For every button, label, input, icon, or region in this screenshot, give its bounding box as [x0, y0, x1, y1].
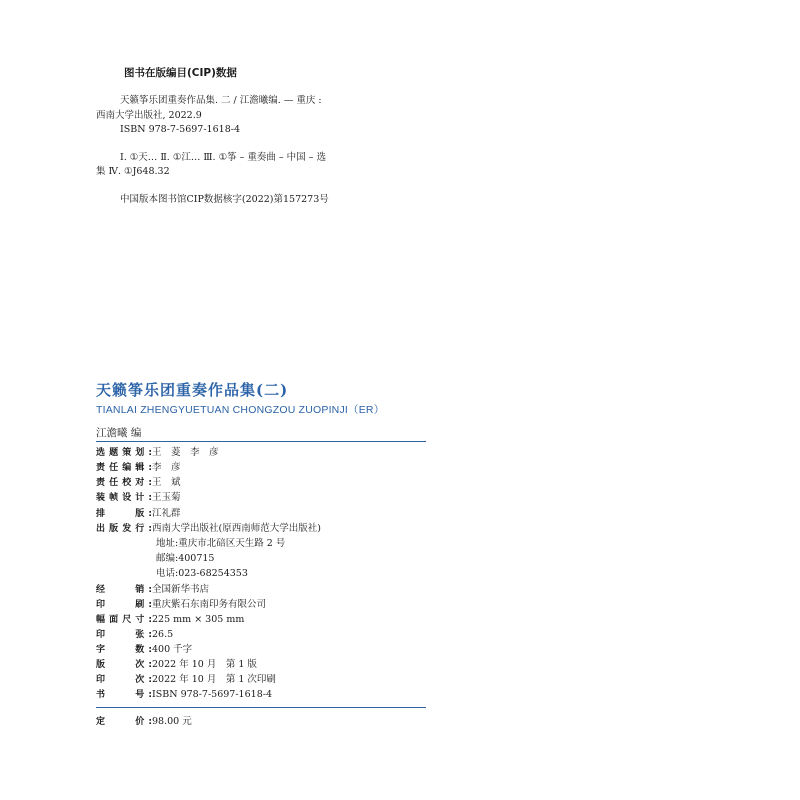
credit-label: 选题策划:	[96, 448, 152, 458]
detail-label: 字 数:	[96, 645, 152, 655]
detail-row-distributor	[96, 583, 209, 597]
divider-bottom	[96, 707, 426, 708]
credit-value: 王 菱 李 彦	[152, 447, 219, 458]
divider-top	[96, 441, 426, 442]
detail-value: ISBN 978-7-5697-1618-4	[152, 689, 272, 700]
credit-label: 责任编辑:	[96, 463, 152, 473]
credit-row-design	[96, 491, 181, 505]
cip-classification-line: Ⅰ. ①天… Ⅱ. ①江… Ⅲ. ①筝 – 重奏曲 – 中国 – 选	[120, 152, 326, 163]
price-row	[96, 715, 192, 729]
cip-publisher-line: 西南大学出版社, 2022.9	[96, 110, 202, 121]
detail-label: 印 次:	[96, 675, 152, 685]
publisher-phone: 电话:023-68254353	[156, 568, 248, 579]
detail-row-sheets	[96, 628, 173, 642]
credit-label: 出版发行:	[96, 524, 152, 534]
detail-row-printer	[96, 598, 266, 612]
credit-value: 江礼群	[152, 508, 181, 519]
detail-value: 2022 年 10 月 第 1 次印刷	[152, 674, 276, 685]
credit-row-typesetting	[96, 507, 181, 521]
detail-value: 26.5	[152, 629, 174, 640]
credit-row-proofreader	[96, 476, 181, 490]
detail-label: 幅面尺寸:	[96, 615, 152, 625]
credit-value: 王 斌	[152, 477, 181, 488]
credit-row-editor	[96, 461, 181, 475]
cip-cataloging-number: 中国版本图书馆CIP数据核字(2022)第157273号	[120, 194, 329, 205]
detail-row-isbn	[96, 688, 272, 702]
credit-label: 排 版:	[96, 509, 152, 519]
book-title-chinese: 天籁筝乐团重奏作品集(二)	[96, 381, 289, 399]
detail-value: 225 mm × 305 mm	[152, 614, 245, 625]
credit-row-planning	[96, 446, 219, 460]
detail-row-word-count	[96, 643, 192, 657]
book-title-pinyin: TIANLAI ZHENGYUETUAN CHONGZOU ZUOPINJI（ER）	[96, 404, 385, 416]
publisher-address: 地址:重庆市北碚区天生路 2 号	[156, 538, 286, 549]
cip-isbn: ISBN 978-7-5697-1618-4	[120, 124, 240, 135]
detail-label: 版 次:	[96, 660, 152, 670]
cip-heading: 图书在版编目(CIP)数据	[124, 67, 237, 79]
credit-label: 责任校对:	[96, 478, 152, 488]
detail-value: 重庆紫石东南印务有限公司	[152, 599, 267, 610]
author-line: 江澹曦 编	[96, 427, 142, 439]
detail-value: 2022 年 10 月 第 1 版	[152, 659, 257, 670]
credit-row-publisher	[96, 522, 321, 536]
detail-label: 书 号:	[96, 690, 152, 700]
detail-row-edition	[96, 658, 257, 672]
detail-row-format	[96, 613, 244, 627]
detail-row-printing	[96, 673, 276, 687]
publisher-postcode: 邮编:400715	[156, 553, 215, 564]
detail-label: 印 张:	[96, 630, 152, 640]
credit-value: 王玉菊	[152, 492, 181, 503]
cip-bibliographic-line: 天籁筝乐团重奏作品集. 二 / 江澹曦编. — 重庆 :	[120, 95, 322, 106]
credit-value: 西南大学出版社(原西南师范大学出版社)	[152, 523, 321, 534]
cip-classification-line-2: 集 Ⅳ. ①J648.32	[96, 166, 170, 177]
credit-label: 装帧设计:	[96, 493, 152, 503]
credit-value: 李 彦	[152, 462, 181, 473]
detail-label: 经 销:	[96, 585, 152, 595]
detail-value: 全国新华书店	[152, 584, 210, 595]
detail-label: 印 刷:	[96, 600, 152, 610]
price-label: 定 价:	[96, 717, 152, 727]
detail-value: 400 千字	[152, 644, 193, 655]
price-value: 98.00 元	[152, 716, 192, 727]
